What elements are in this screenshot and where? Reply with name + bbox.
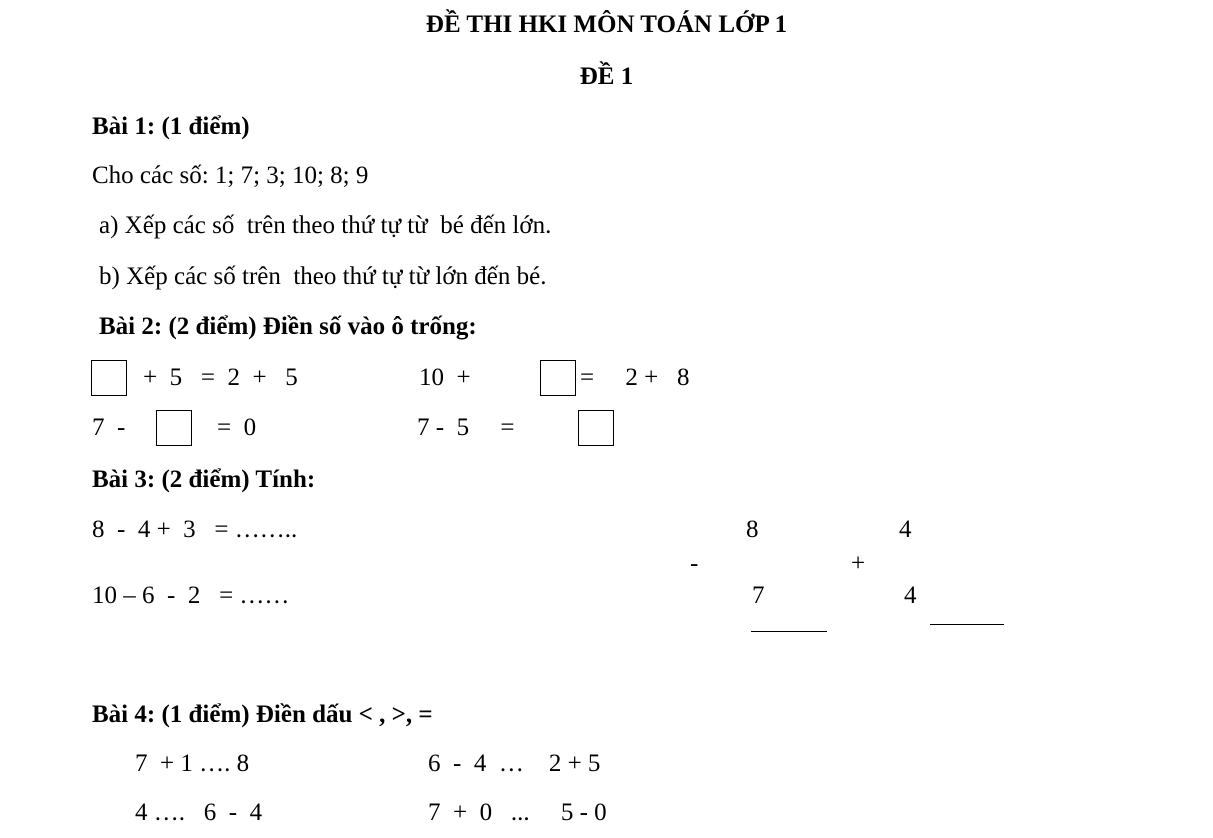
bai2-r1-right-expr-start: 10 + (419, 364, 471, 391)
answer-box[interactable] (578, 410, 614, 446)
answer-box[interactable] (156, 410, 192, 446)
bai3-heading: Bài 3: (2 điểm) Tính: (92, 466, 316, 493)
bai4-line2-right: 7 + 0 ... 5 - 0 (428, 799, 607, 826)
exam-subtitle: ĐỀ 1 (579, 63, 634, 90)
bai1-part-b: b) Xếp các số trên theo thứ tự từ lớn đến bé. (99, 263, 547, 290)
col1-top-number: 8 (746, 516, 759, 543)
bai2-r2-right-expr: 7 - 5 = (417, 414, 515, 441)
bai2-r1-left-expr: + 5 = 2 + 5 (143, 364, 298, 391)
bai4-line1-left: 7 + 1 …. 8 (135, 750, 250, 777)
bai3-expr-1: 8 - 4 + 3 = …….. (92, 516, 298, 543)
bai4-line2-left: 4 …. 6 - 4 (135, 799, 263, 826)
col2-result-line (930, 624, 1004, 625)
col2-operator: + (851, 550, 866, 577)
bai2-heading: Bài 2: (2 điểm) Điền số vào ô trống: (99, 313, 477, 340)
bai2-r1-right-expr-end: = 2 + 8 (580, 364, 690, 391)
bai2-r2-left-expr-end: = 0 (217, 414, 257, 441)
bai1-heading: Bài 1: (1 điểm) (92, 113, 250, 140)
bai4-heading: Bài 4: (1 điểm) Điền dấu < , >, = (92, 701, 433, 728)
col1-operator: - (690, 550, 699, 577)
bai4-line1-right: 6 - 4 … 2 + 5 (428, 750, 601, 777)
answer-box[interactable] (91, 360, 127, 396)
col1-bottom-number: 7 (752, 582, 765, 609)
bai3-expr-2: 10 – 6 - 2 = …… (92, 582, 290, 609)
bai2-r2-left-expr-start: 7 - (92, 414, 126, 441)
exam-title: ĐỀ THI HKI MÔN TOÁN LỚP 1 (425, 11, 788, 38)
answer-box[interactable] (540, 360, 576, 396)
col2-bottom-number: 4 (904, 582, 917, 609)
bai1-intro: Cho các số: 1; 7; 3; 10; 8; 9 (92, 162, 369, 189)
col2-top-number: 4 (899, 516, 912, 543)
bai1-part-a: a) Xếp các số trên theo thứ tự từ bé đến lớn. (99, 212, 552, 239)
col1-result-line (751, 631, 827, 632)
